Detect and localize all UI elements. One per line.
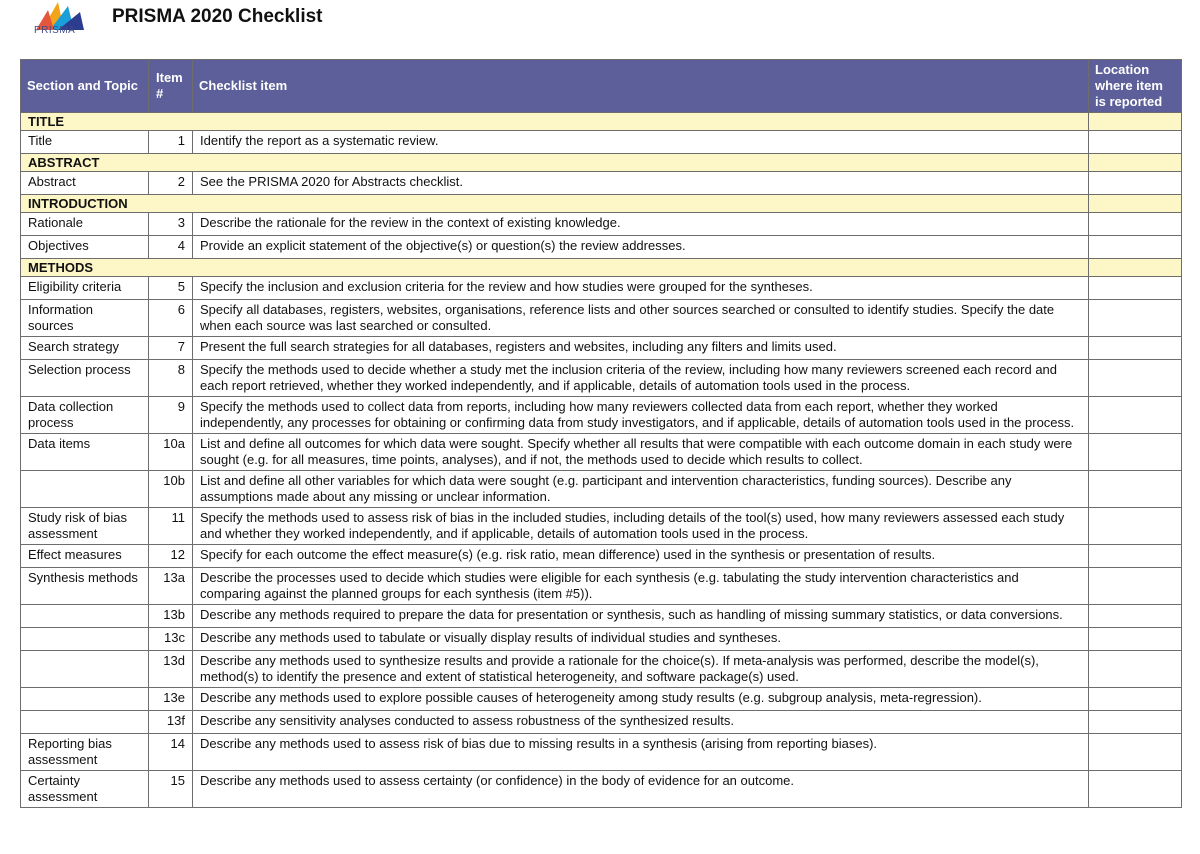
item-number-cell: 15 [149,771,193,808]
table-row [21,172,1182,195]
topic-cell: Synthesis methods [21,568,149,605]
table-row [21,711,1182,734]
item-number-cell: 7 [149,337,193,360]
table-row [21,545,1182,568]
item-number-cell: 1 [149,131,193,154]
location-cell[interactable] [1089,628,1182,651]
column-header-checklist: Checklist item [193,60,1089,113]
checklist-item-cell: Describe any sensitivity analyses conducted to assess robustness of the synthesized results. [193,711,1089,734]
checklist-item-cell: Describe any methods required to prepare the data for presentation or synthesis, such as handling of missing summary statistics, or data conversions. [193,605,1089,628]
checklist-item-cell: Specify the methods used to decide whether a study met the inclusion criteria of the review, including how many reviewers screened each record and each report retrieved, whether they worked independently, and if applicable, details of automation tools used in the process. [193,360,1089,397]
item-number-cell: 9 [149,397,193,434]
checklist-item-cell: Specify the methods used to assess risk of bias in the included studies, including details of the tool(s) used, how many reviewers assessed each study and whether they worked independently, and if applicable, details of automation tools used in the process. [193,508,1089,545]
table-row [21,651,1182,688]
item-number-cell: 8 [149,360,193,397]
checklist-item-cell: Describe the rationale for the review in the context of existing knowledge. [193,213,1089,236]
location-cell[interactable] [1089,360,1182,397]
topic-cell [21,605,149,628]
location-cell[interactable] [1089,259,1182,277]
document-header [0,0,1200,56]
item-number-cell: 10b [149,471,193,508]
section-row [21,259,1182,277]
checklist-item-cell: Specify the inclusion and exclusion criteria for the review and how studies were grouped for the syntheses. [193,277,1089,300]
topic-cell: Title [21,131,149,154]
topic-cell: Certainty assessment [21,771,149,808]
topic-cell: Data collection process [21,397,149,434]
location-cell[interactable] [1089,213,1182,236]
item-number-cell: 13d [149,651,193,688]
location-cell[interactable] [1089,154,1182,172]
topic-cell: Study risk of bias assessment [21,508,149,545]
topic-cell: Search strategy [21,337,149,360]
table-row [21,508,1182,545]
checklist-item-cell: Provide an explicit statement of the objective(s) or question(s) the review addresses. [193,236,1089,259]
location-cell[interactable] [1089,771,1182,808]
column-header-item: Item # [149,60,193,113]
topic-cell [21,628,149,651]
table-row [21,360,1182,397]
section-row [21,154,1182,172]
item-number-cell: 5 [149,277,193,300]
checklist-item-cell: Specify all databases, registers, websites, organisations, reference lists and other sources searched or consulted to identify studies. Specify the date when each source was last searched or consulted. [193,300,1089,337]
checklist-item-cell: List and define all outcomes for which data were sought. Specify whether all results that were compatible with each outcome domain in each study were sought (e.g. for all measures, time points, analyses), and if not, the methods used to decide which results to collect. [193,434,1089,471]
section-label: METHODS [21,259,1089,277]
item-number-cell: 2 [149,172,193,195]
topic-cell: Effect measures [21,545,149,568]
checklist-table [20,59,1182,808]
location-cell[interactable] [1089,337,1182,360]
checklist-item-cell: See the PRISMA 2020 for Abstracts checklist. [193,172,1089,195]
item-number-cell: 3 [149,213,193,236]
table-row [21,277,1182,300]
item-number-cell: 14 [149,734,193,771]
table-row [21,734,1182,771]
table-header-row [21,60,1182,113]
section-label: TITLE [21,113,1089,131]
table-row [21,605,1182,628]
item-number-cell: 13a [149,568,193,605]
item-number-cell: 12 [149,545,193,568]
location-cell[interactable] [1089,277,1182,300]
table-row [21,236,1182,259]
checklist-item-cell: Describe any methods used to explore possible causes of heterogeneity among study results (e.g. subgroup analysis, meta-regression). [193,688,1089,711]
column-header-location: Location where item is reported [1089,60,1182,113]
checklist-item-cell: Describe any methods used to tabulate or visually display results of individual studies and syntheses. [193,628,1089,651]
location-cell[interactable] [1089,434,1182,471]
location-cell[interactable] [1089,688,1182,711]
topic-cell [21,471,149,508]
table-row [21,300,1182,337]
checklist-item-cell: Identify the report as a systematic review. [193,131,1089,154]
location-cell[interactable] [1089,172,1182,195]
item-number-cell: 13f [149,711,193,734]
checklist-body [21,113,1182,808]
location-cell[interactable] [1089,651,1182,688]
section-label: INTRODUCTION [21,195,1089,213]
table-row [21,628,1182,651]
table-row [21,568,1182,605]
item-number-cell: 10a [149,434,193,471]
location-cell[interactable] [1089,471,1182,508]
topic-cell: Reporting bias assessment [21,734,149,771]
table-row [21,213,1182,236]
table-row [21,771,1182,808]
location-cell[interactable] [1089,711,1182,734]
column-header-section: Section and Topic [21,60,149,113]
location-cell[interactable] [1089,734,1182,771]
topic-cell: Objectives [21,236,149,259]
topic-cell: Eligibility criteria [21,277,149,300]
checklist-item-cell: Describe any methods used to synthesize results and provide a rationale for the choice(s). If meta-analysis was performed, describe the model(s), method(s) to identify the presence and extent of statistical heterogeneity, and software package(s) used. [193,651,1089,688]
topic-cell [21,651,149,688]
checklist-item-cell: Describe the processes used to decide which studies were eligible for each synthesis (e.g. tabulating the study intervention characteristics and comparing against the planned groups for each synthesis (item #5)). [193,568,1089,605]
table-row [21,688,1182,711]
item-number-cell: 6 [149,300,193,337]
item-number-cell: 13e [149,688,193,711]
item-number-cell: 13c [149,628,193,651]
topic-cell [21,711,149,734]
section-label: ABSTRACT [21,154,1089,172]
table-row [21,397,1182,434]
section-row [21,113,1182,131]
location-cell[interactable] [1089,545,1182,568]
topic-cell: Rationale [21,213,149,236]
topic-cell [21,688,149,711]
checklist-item-cell: List and define all other variables for which data were sought (e.g. participant and intervention characteristics, funding sources). Describe any assumptions made about any missing or unclear information. [193,471,1089,508]
item-number-cell: 11 [149,508,193,545]
item-number-cell: 13b [149,605,193,628]
table-row [21,471,1182,508]
table-row [21,337,1182,360]
checklist-item-cell: Describe any methods used to assess certainty (or confidence) in the body of evidence for an outcome. [193,771,1089,808]
page-title: PRISMA 2020 Checklist [112,6,323,27]
location-cell[interactable] [1089,113,1182,131]
item-number-cell: 4 [149,236,193,259]
logo-text: PRISMA [34,25,76,36]
location-cell[interactable] [1089,195,1182,213]
location-cell[interactable] [1089,508,1182,545]
table-row [21,434,1182,471]
location-cell[interactable] [1089,605,1182,628]
checklist-item-cell: Present the full search strategies for all databases, registers and websites, including any filters and limits used. [193,337,1089,360]
checklist-item-cell: Describe any methods used to assess risk of bias due to missing results in a synthesis (arising from reporting biases). [193,734,1089,771]
table-row [21,131,1182,154]
topic-cell: Data items [21,434,149,471]
location-cell[interactable] [1089,131,1182,154]
topic-cell: Information sources [21,300,149,337]
section-row [21,195,1182,213]
checklist-item-cell: Specify the methods used to collect data from reports, including how many reviewers collected data from each report, whether they worked independently, any processes for obtaining or confirming data from study investigators, and if applicable, details of automation tools used in the process. [193,397,1089,434]
topic-cell: Abstract [21,172,149,195]
location-cell[interactable] [1089,236,1182,259]
topic-cell: Selection process [21,360,149,397]
location-cell[interactable] [1089,300,1182,337]
location-cell[interactable] [1089,568,1182,605]
checklist-item-cell: Specify for each outcome the effect measure(s) (e.g. risk ratio, mean difference) used in the synthesis or presentation of results. [193,545,1089,568]
location-cell[interactable] [1089,397,1182,434]
